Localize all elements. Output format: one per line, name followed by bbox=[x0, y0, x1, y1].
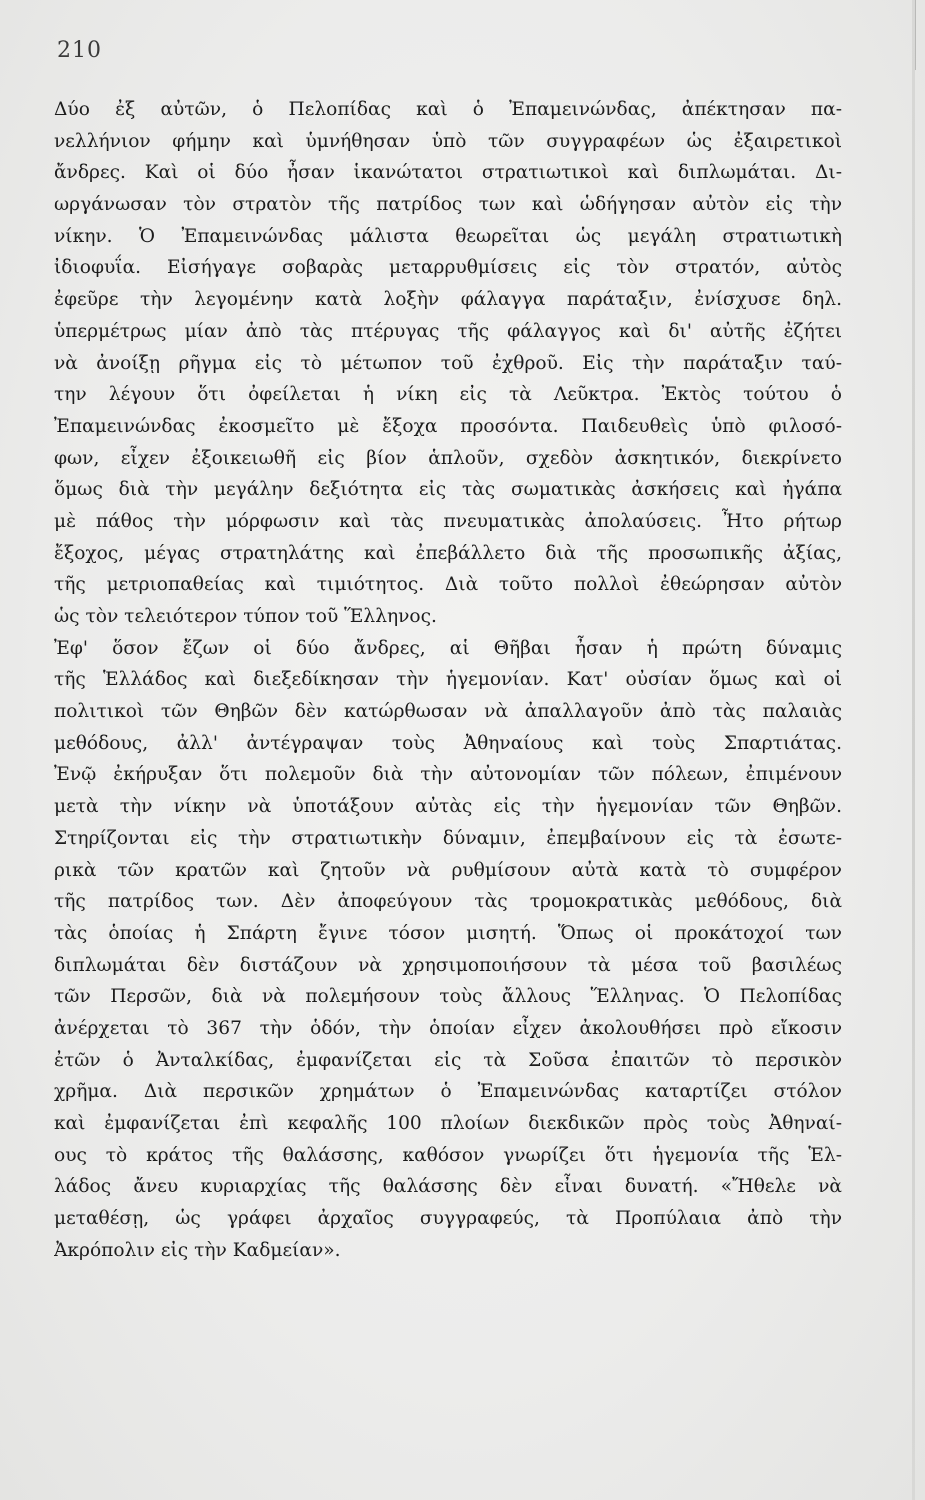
text-line: μετὰ τὴν νίκην νὰ ὑποτάξουν αὐτὰς εἰς τὴν ἡγεμονίαν τῶν Θηβῶν. bbox=[54, 796, 842, 818]
text-line: τῆς Ἑλλάδος καὶ διεξεδίκησαν τὴν ἡγεμονίαν. Κατ' οὐσίαν ὅμως καὶ οἱ bbox=[54, 669, 842, 691]
text-line: ὑπερμέτρως μίαν ἀπὸ τὰς πτέρυγας τῆς φάλαγγος καὶ δι' αὐτῆς ἐζήτει bbox=[54, 320, 842, 342]
text-line: τῆς πατρίδος των. Δὲν ἀποφεύγουν τὰς τρομοκρατικὰς μεθόδους, διὰ bbox=[54, 891, 842, 913]
text-line: διπλωμάται δὲν διστάζουν νὰ χρησιμοποιήσουν τὰ μέσα τοῦ βασιλέως bbox=[54, 954, 842, 976]
text-line: Ἐνῷ ἐκήρυξαν ὅτι πολεμοῦν διὰ τὴν αὐτονομίαν τῶν πόλεων, ἐπιμένουν bbox=[54, 764, 842, 786]
text-line: ἄνδρες. Καὶ οἱ δύο ἦσαν ἱκανώτατοι στρατιωτικοὶ καὶ διπλωμάται. Δι- bbox=[54, 162, 842, 184]
text-line: ἰδιοφυΐα. Εἰσήγαγε σοβαρὰς μεταρρυθμίσεις εἰς τὸν στρατόν, αὐτὸς bbox=[54, 257, 842, 279]
text-line: λάδος ἄνευ κυριαρχίας τῆς θαλάσσης δὲν εἶναι δυνατή. «Ἤθελε νὰ bbox=[54, 1176, 842, 1198]
text-line: ἐφεῦρε τὴν λεγομένην κατὰ λοξὴν φάλαγγα παράταξιν, ἐνίσχυσε δηλ. bbox=[54, 289, 842, 311]
text-line: τῶν Περσῶν, διὰ νὰ πολεμήσουν τοὺς ἄλλους Ἕλληνας. Ὁ Πελοπίδας bbox=[54, 986, 842, 1008]
text-line: ὅμως διὰ τὴν μεγάλην δεξιότητα εἰς τὰς σωματικὰς ἀσκήσεις καὶ ἠγάπα bbox=[54, 479, 842, 501]
text-line: χρῆμα. Διὰ περσικῶν χρημάτων ὁ Ἐπαμεινώνδας καταρτίζει στόλον bbox=[54, 1081, 842, 1103]
text-line: ωργάνωσαν τὸν στρατὸν τῆς πατρίδος των καὶ ὡδήγησαν αὐτὸν εἰς τὴν bbox=[54, 194, 842, 216]
text-line: νελλήνιον φήμην καὶ ὑμνήθησαν ὑπὸ τῶν συγγραφέων ὡς ἐξαιρετικοὶ bbox=[54, 130, 842, 152]
text-line: Ἐπαμεινώνδας ἐκοσμεῖτο μὲ ἔξοχα προσόντα. Παιδευθεὶς ὑπὸ φιλοσό- bbox=[54, 415, 842, 437]
text-line: ους τὸ κράτος τῆς θαλάσσης, καθόσον γνωρίζει ὅτι ἡγεμονία τῆς Ἑλ- bbox=[54, 1144, 842, 1166]
text-line-paragraph-start: Ἐφ' ὅσον ἔζων οἱ δύο ἄνδρες, αἱ Θῆβαι ἦσαν ἡ πρώτη δύναμις bbox=[54, 637, 842, 659]
body-text bbox=[54, 94, 842, 1266]
text-line: τὰς ὁποίας ἡ Σπάρτη ἔγινε τόσον μισητή. Ὅπως οἱ προκάτοχοί των bbox=[54, 922, 842, 944]
text-line: Στηρίζονται εἰς τὴν στρατιωτικὴν δύναμιν, ἐπεμβαίνουν εἰς τὰ ἐσωτε- bbox=[54, 827, 842, 849]
text-line: ἔξοχος, μέγας στρατηλάτης καὶ ἐπεβάλλετο διὰ τῆς προσωπικῆς ἀξίας, bbox=[54, 542, 842, 564]
text-line: ρικὰ τῶν κρατῶν καὶ ζητοῦν νὰ ρυθμίσουν αὐτὰ κατὰ τὸ συμφέρον bbox=[54, 859, 842, 881]
text-line: ἀνέρχεται τὸ 367 τὴν ὁδόν, τὴν ὁποίαν εἶχεν ἀκολουθήσει πρὸ εἴκοσιν bbox=[54, 1017, 842, 1039]
text-line: μεταθέσῃ, ὡς γράφει ἀρχαῖος συγγραφεύς, τὰ Προπύλαια ἀπὸ τὴν bbox=[54, 1208, 842, 1230]
page-number: 210 bbox=[57, 38, 102, 63]
text-line-paragraph-end: ὡς τὸν τελειότερον τύπον τοῦ Ἕλληνος. bbox=[54, 606, 437, 627]
text-line: φων, εἶχεν ἐξοικειωθῆ εἰς βίον ἁπλοῦν, σχεδὸν ἀσκητικόν, διεκρίνετο bbox=[54, 447, 842, 469]
text-line-paragraph-end: Ἀκρόπολιν εἰς τὴν Καδμείαν». bbox=[54, 1239, 341, 1261]
text-line: τῆς μετριοπαθείας καὶ τιμιότητος. Διὰ τοῦτο πολλοὶ ἐθεώρησαν αὐτὸν bbox=[54, 574, 842, 596]
text-line: Δύο ἐξ αὐτῶν, ὁ Πελοπίδας καὶ ὁ Ἐπαμεινώνδας, ἀπέκτησαν πα- bbox=[54, 99, 842, 120]
text-line: ἐτῶν ὁ Ἀνταλκίδας, ἐμφανίζεται εἰς τὰ Σοῦσα ἐπαιτῶν τὸ περσικὸν bbox=[54, 1049, 842, 1071]
text-line: πολιτικοὶ τῶν Θηβῶν δὲν κατώρθωσαν νὰ ἀπαλλαγοῦν ἀπὸ τὰς παλαιὰς bbox=[54, 701, 842, 723]
text-line: νίκην. Ὁ Ἐπαμεινώνδας μάλιστα θεωρεῖται ὡς μεγάλη στρατιωτικὴ bbox=[54, 225, 842, 247]
text-line: νὰ ἀνοίξῃ ρῆγμα εἰς τὸ μέτωπον τοῦ ἐχθροῦ. Εἰς τὴν παράταξιν ταύ- bbox=[54, 352, 842, 374]
text-line: μὲ πάθος τὴν μόρφωσιν καὶ τὰς πνευματικὰς ἀπολαύσεις. Ἦτο ρήτωρ bbox=[54, 510, 842, 532]
text-line: την λέγουν ὅτι ὀφείλεται ἡ νίκη εἰς τὰ Λεῦκτρα. Ἐκτὸς τούτου ὁ bbox=[54, 384, 842, 406]
text-line: καὶ ἐμφανίζεται ἐπὶ κεφαλῆς 100 πλοίων διεκδικῶν πρὸς τοὺς Ἀθηναί- bbox=[54, 1113, 842, 1134]
page-edge bbox=[912, 0, 915, 1500]
text-line: μεθόδους, ἀλλ' ἀντέγραψαν τοὺς Ἀθηναίους καὶ τοὺς Σπαρτιάτας. bbox=[54, 732, 842, 754]
